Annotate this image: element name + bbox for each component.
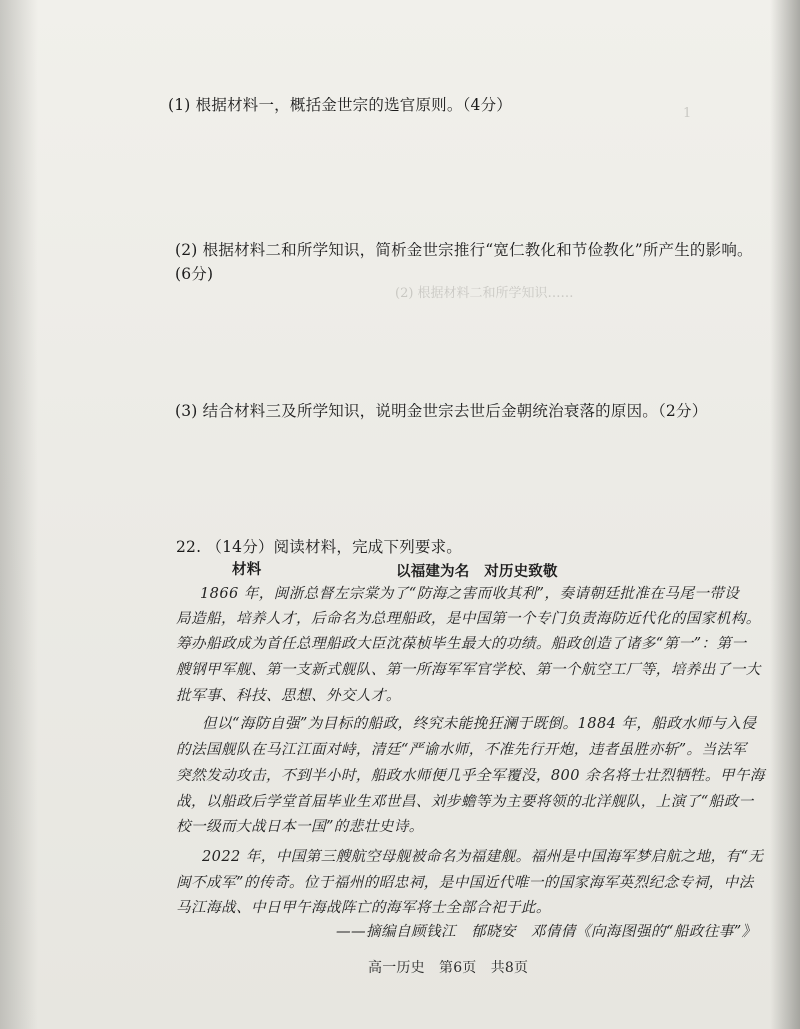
material-line-10: 校一级而大战日本一国”的悲壮史诗。 — [176, 818, 424, 835]
material-line-2: 局造船，培养人才，后命名为总理船政，是中国第一个专门负责海防近代化的国家机构。 — [176, 610, 761, 627]
page-footer: 高一历史 第6页 共8页 — [368, 960, 529, 976]
material-line-11: 2022 年，中国第三艘航空母舰被命名为福建舰。福州是中国海军梦启航之地，有“无 — [202, 848, 764, 865]
material-line-3: 筹办船政成为首任总理船政大臣沈葆桢毕生最大的功绩。船政创造了诸多“第一”：第一 — [176, 635, 747, 652]
material-line-6: 但以“海防自强”为目标的船政，终究未能挽狂澜于既倒。1884 年，船政水师与入侵 — [202, 715, 757, 732]
material-line-8: 突然发动攻击，不到半小时，船政水师便几乎全军覆没，800 余名将士壮烈牺牲。甲午海 — [176, 767, 765, 784]
material-title: 以福建为名 对历史致敬 — [396, 563, 558, 580]
question-3: (3) 结合材料三及所学知识，说明金世宗去世后金朝统治衰落的原因。（2分） — [175, 402, 708, 420]
material-line-1: 1866 年，闽浙总督左宗棠为了“防海之害而收其利”，奏请朝廷批准在马尾一带设 — [200, 585, 740, 602]
material-line-13: 马江海战、中日甲午海战阵亡的海军将士全部合祀于此。 — [176, 899, 551, 916]
material-source: ——摘编自顾钱江 郁晓安 邓倩倩《向海图强的“船政往事”》 — [336, 923, 757, 940]
material-line-9: 战，以船政后学堂首届毕业生邓世昌、刘步蟾等为主要将领的北洋舰队，上演了“船政一 — [176, 793, 754, 810]
scan-shadow-right — [770, 0, 800, 1029]
scan-shadow-left — [0, 0, 38, 1029]
bleed-through-text-2: (2) 根据材料二和所学知识…… — [395, 286, 574, 301]
question-22-header: 22. （14分）阅读材料，完成下列要求。 — [176, 538, 463, 556]
bleed-through-text-1: 1 — [683, 106, 692, 121]
material-line-4: 艘钢甲军舰、第一支新式舰队、第一所海军军官学校、第一个航空工厂等，培养出了一大 — [176, 661, 761, 678]
question-2-line-1: (2) 根据材料二和所学知识，简析金世宗推行“宽仁教化和节俭教化”所产生的影响。 — [175, 241, 753, 259]
material-line-7: 的法国舰队在马江江面对峙，清廷“严谕水师，不准先行开炮，违者虽胜亦斩”。当法军 — [176, 741, 747, 758]
question-2-line-2: (6分) — [175, 265, 214, 283]
material-line-12: 闽不成军”的传奇。位于福州的昭忠祠，是中国近代唯一的国家海军英烈纪念专祠，中法 — [176, 874, 754, 891]
material-line-5: 批军事、科技、思想、外交人才。 — [176, 687, 401, 704]
material-label: 材料 — [232, 561, 262, 578]
question-1: (1) 根据材料一，概括金世宗的选官原则。（4分） — [168, 96, 512, 114]
